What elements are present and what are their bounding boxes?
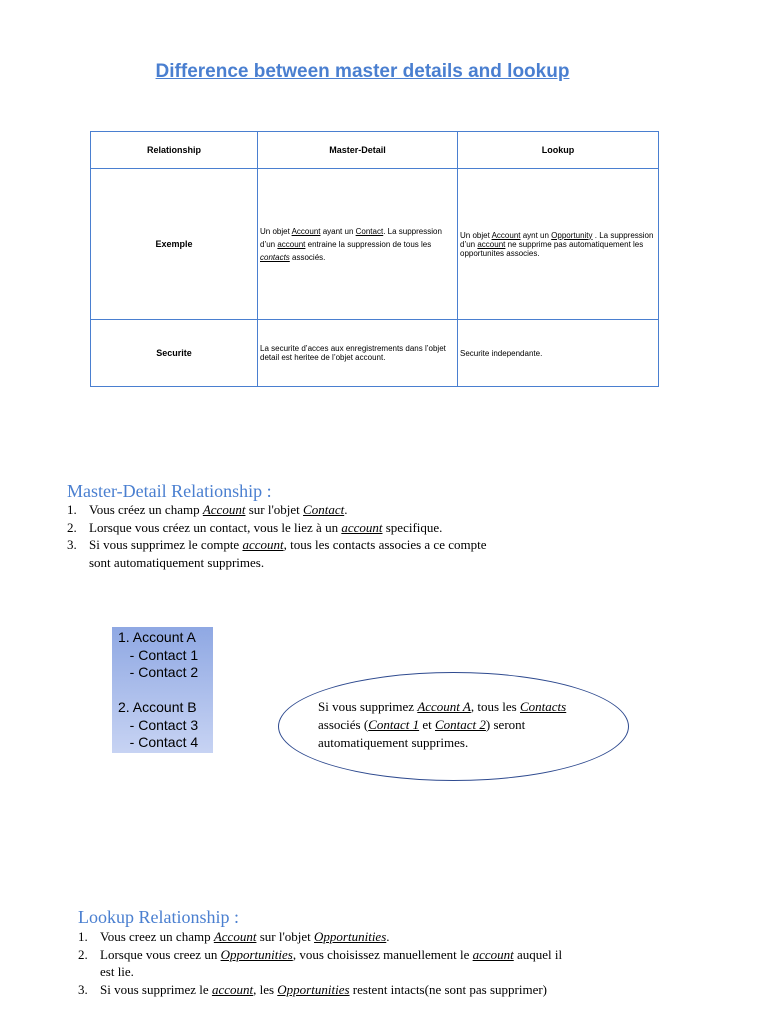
cell-exemple-lookup: Un objet Account aynt un Opportunity . La suppression d’un account ne supprime pas automatiquement les opportunites associes. <box>458 169 659 320</box>
emphasized-term: account <box>211 981 254 997</box>
emphasized-term: Contact 1 <box>368 717 420 732</box>
master-detail-list <box>67 501 497 571</box>
list-item-text: Lorsque vous créez un contact, vous le liez à un account specifique. <box>89 519 443 535</box>
header-relationship: Relationship <box>91 132 258 169</box>
emphasized-term: Opportunities <box>220 946 293 962</box>
list-number: 3. <box>78 981 88 997</box>
emphasized-term: Account <box>213 929 257 944</box>
cell-exemple-master: Un objet Account ayant un Contact. La suppression d’un account entraine la suppression de tous les contacts associés. <box>258 169 458 320</box>
emphasized-term: account <box>341 519 383 535</box>
contact-line: - Contact 1 <box>118 646 199 663</box>
row-label-exemple: Exemple <box>91 169 258 320</box>
emphasized-term: contacts <box>260 252 290 262</box>
header-master-detail: Master-Detail <box>258 132 458 169</box>
contact-line: - Contact 2 <box>118 664 199 680</box>
lookup-heading: Lookup Relationship : <box>78 907 239 927</box>
list-item <box>78 928 568 946</box>
table-header-row <box>91 132 659 169</box>
comparison-table <box>90 131 659 387</box>
cell-securite-lookup: Securite independante. <box>458 320 659 387</box>
list-item <box>78 981 568 999</box>
table-row-exemple <box>91 169 659 320</box>
emphasized-term: Contact 2 <box>435 717 486 732</box>
list-item <box>67 501 497 519</box>
list-item-text: Lorsque vous creez un Opportunities, vous choisissez manuellement le account auquel il est lie. <box>100 946 563 979</box>
underlined-term: Contact <box>355 226 384 236</box>
account-line: 1. Account A <box>118 629 196 645</box>
list-item <box>67 536 497 571</box>
emphasized-term: Contacts <box>520 699 567 714</box>
emphasized-term: Opportunities <box>314 929 387 944</box>
underlined-term: account <box>277 239 306 249</box>
emphasized-term: account <box>472 946 514 962</box>
header-lookup: Lookup <box>458 132 659 169</box>
emphasized-term: Contact <box>303 502 345 517</box>
list-number: 1. <box>67 502 77 517</box>
underlined-term: Opportunity <box>551 230 593 240</box>
list-number: 1. <box>78 929 88 944</box>
list-item-text: Vous creez un champ Account sur l'objet Opportunities. <box>100 929 390 944</box>
emphasized-term: Opportunities <box>277 981 350 997</box>
row-label-securite: Securite <box>91 320 258 387</box>
emphasized-term: account <box>242 537 284 552</box>
spacer-line <box>118 682 213 700</box>
underlined-term: Account <box>491 230 521 240</box>
account-contact-example-box <box>112 627 213 753</box>
page-title: Difference between master details and lookup <box>155 61 570 82</box>
list-item-text: Si vous supprimez le compte account, tous les contacts associes a ce compte sont automatiquement supprimes. <box>89 537 487 570</box>
list-number: 2. <box>67 519 77 535</box>
emphasized-term: Account A <box>417 699 471 714</box>
list-item-text: Vous créez un champ Account sur l'objet Contact. <box>89 502 348 517</box>
underlined-term: account <box>477 239 506 249</box>
list-item <box>67 519 497 537</box>
list-item <box>78 946 568 981</box>
lookup-list <box>78 928 568 998</box>
emphasized-term: Account <box>202 502 246 517</box>
list-item-text: Si vous supprimez le account, les Opportunities restent intacts(ne sont pas supprimer) <box>100 981 548 997</box>
list-number: 2. <box>78 946 88 962</box>
contact-line: - Contact 3 <box>118 716 199 733</box>
master-detail-heading: Master-Detail Relationship : <box>67 481 272 501</box>
account-line: 2. Account B <box>118 699 197 715</box>
list-number: 3. <box>67 537 77 552</box>
table-row-securite <box>91 320 659 387</box>
underlined-term: Account <box>291 226 321 236</box>
deletion-note-text: Si vous supprimez Account A, tous les Contacts associés (Contact 1 et Contact 2) seront automatiquement supprimes. <box>318 699 567 750</box>
contact-line: - Contact 4 <box>118 734 199 750</box>
cell-securite-master: La securite d’acces aux enregistrements dans l’objet detail est heritee de l’objet account. <box>258 320 458 387</box>
